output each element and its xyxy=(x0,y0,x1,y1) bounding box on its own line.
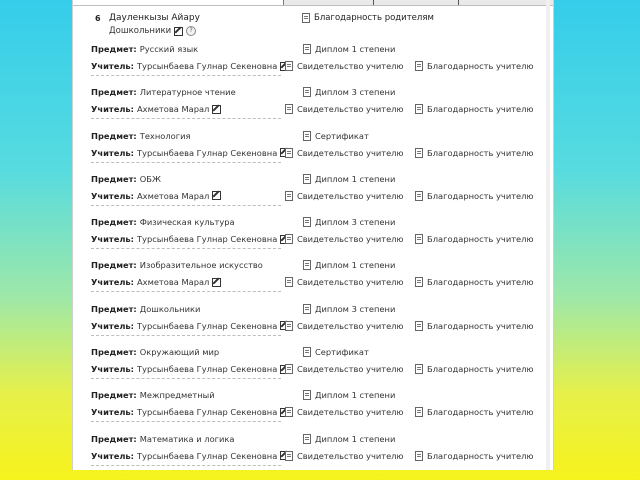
student-number: 6 xyxy=(95,14,101,23)
subject-label: Предмет: xyxy=(91,303,137,314)
teacher-label: Учитель: xyxy=(91,190,134,201)
teacher-thanks-link[interactable] xyxy=(415,407,533,417)
subject-award-label: Диплом 1 степени xyxy=(315,390,396,401)
teacher-thanks-label: Благодарность учителю xyxy=(427,320,534,331)
teacher-label: Учитель: xyxy=(91,234,134,245)
edit-icon[interactable] xyxy=(212,191,221,200)
teacher-cell xyxy=(91,234,289,244)
teacher-name: Ахметова Марал xyxy=(136,277,210,288)
subject-award-link[interactable] xyxy=(303,434,395,444)
teacher-label: Учитель: xyxy=(91,320,134,331)
subject-name: Русский язык xyxy=(139,44,199,54)
teacher-name: Ахметова Марал xyxy=(136,104,210,115)
teacher-cell xyxy=(91,104,221,114)
teacher-certificate-label: Свидетельство учителю xyxy=(297,320,404,331)
teacher-label: Учитель: xyxy=(91,364,134,375)
subject-row xyxy=(91,390,553,404)
parent-award-link[interactable] xyxy=(302,13,434,23)
document-icon xyxy=(415,234,423,244)
subject-row xyxy=(91,44,553,58)
document-icon xyxy=(285,148,293,158)
teacher-row xyxy=(91,234,553,248)
document-icon xyxy=(415,321,423,331)
teacher-certificate-link[interactable] xyxy=(285,104,403,114)
teacher-cell xyxy=(91,321,289,331)
teacher-certificate-label: Свидетельство учителю xyxy=(297,450,404,461)
row-divider xyxy=(91,291,281,292)
teacher-row xyxy=(91,191,553,205)
subject-award-link[interactable] xyxy=(303,87,395,97)
student-group xyxy=(109,26,196,36)
teacher-row xyxy=(91,148,553,162)
edit-icon[interactable] xyxy=(212,278,221,287)
subject-block xyxy=(73,432,553,470)
teacher-certificate-label: Свидетельство учителю xyxy=(297,61,404,71)
subject-cell xyxy=(91,217,235,227)
subject-name: Межпредметный xyxy=(139,390,215,401)
teacher-thanks-link[interactable] xyxy=(415,277,533,287)
subject-award-link[interactable] xyxy=(303,174,395,184)
subject-label: Предмет: xyxy=(91,260,137,271)
subject-cell xyxy=(91,260,263,270)
subject-label: Предмет: xyxy=(91,44,137,54)
teacher-cell xyxy=(91,451,289,461)
document-icon xyxy=(415,61,423,71)
subject-block xyxy=(73,302,553,345)
teacher-certificate-link[interactable] xyxy=(285,407,403,417)
subject-block xyxy=(73,258,553,301)
teacher-thanks-label: Благодарность учителю xyxy=(427,61,534,71)
document-icon xyxy=(285,61,293,71)
teacher-name: Турсынбаева Гулнар Секеновна xyxy=(136,450,278,461)
teacher-row xyxy=(91,61,553,75)
teacher-thanks-label: Благодарность учителю xyxy=(427,190,534,201)
subject-name: Технология xyxy=(139,130,191,141)
teacher-label: Учитель: xyxy=(91,450,134,461)
toolbar-segment[interactable] xyxy=(373,0,454,5)
document-icon xyxy=(303,304,311,314)
document-icon xyxy=(285,364,293,374)
document-icon xyxy=(303,217,311,227)
subject-award-link[interactable] xyxy=(303,131,369,141)
subject-block xyxy=(73,85,553,128)
subject-cell xyxy=(91,347,219,357)
document-icon xyxy=(285,451,293,461)
subject-row xyxy=(91,174,553,188)
teacher-label: Учитель: xyxy=(91,61,134,71)
subject-name: ОБЖ xyxy=(139,173,161,184)
teacher-certificate-label: Свидетельство учителю xyxy=(297,364,404,375)
subject-award-link[interactable] xyxy=(303,347,369,357)
subject-cell xyxy=(91,390,215,400)
subject-name: Дошкольники xyxy=(139,303,201,314)
teacher-label: Учитель: xyxy=(91,277,134,288)
subject-label: Предмет: xyxy=(91,390,137,401)
subject-award-link[interactable] xyxy=(303,304,395,314)
subject-cell xyxy=(91,87,236,97)
subject-label: Предмет: xyxy=(91,433,137,444)
teacher-thanks-label: Благодарность учителю xyxy=(427,407,534,418)
teacher-thanks-link[interactable] xyxy=(415,321,533,331)
teacher-cell xyxy=(91,148,289,158)
results-panel xyxy=(72,0,554,470)
subject-award-link[interactable] xyxy=(303,260,395,270)
parent-award-label: Благодарность родителям xyxy=(314,13,434,23)
row-divider xyxy=(91,421,281,422)
document-icon xyxy=(302,13,310,23)
row-divider xyxy=(91,248,281,249)
subject-award-link[interactable] xyxy=(303,44,395,54)
document-icon xyxy=(303,260,311,270)
subject-block xyxy=(73,388,553,431)
teacher-certificate-link[interactable] xyxy=(285,191,403,201)
teacher-certificate-label: Свидетельство учителю xyxy=(297,277,404,288)
teacher-certificate-link[interactable] xyxy=(285,61,403,71)
subject-award-link[interactable] xyxy=(303,390,395,400)
subject-name: Окружающий мир xyxy=(139,347,220,358)
teacher-thanks-label: Благодарность учителю xyxy=(427,450,534,461)
teacher-thanks-link[interactable] xyxy=(415,104,533,114)
teacher-thanks-label: Благодарность учителю xyxy=(427,104,534,115)
subject-block xyxy=(73,215,553,258)
document-icon xyxy=(303,44,311,54)
document-icon xyxy=(303,347,311,357)
teacher-row xyxy=(91,104,553,118)
subject-row xyxy=(91,347,553,361)
subject-label: Предмет: xyxy=(91,217,137,228)
subject-name: Математика и логика xyxy=(139,433,235,444)
subject-name: Физическая культура xyxy=(139,217,235,228)
teacher-certificate-label: Свидетельство учителю xyxy=(297,104,404,115)
teacher-certificate-link[interactable] xyxy=(285,148,403,158)
teacher-thanks-link[interactable] xyxy=(415,451,533,461)
teacher-cell xyxy=(91,407,289,417)
subject-award-label: Диплом 3 степени xyxy=(315,217,396,228)
row-divider xyxy=(91,465,281,466)
teacher-certificate-link[interactable] xyxy=(285,234,403,244)
teacher-certificate-label: Свидетельство учителю xyxy=(297,190,404,201)
teacher-thanks-link[interactable] xyxy=(415,148,533,158)
document-icon xyxy=(303,174,311,184)
subject-label: Предмет: xyxy=(91,87,137,98)
subject-row xyxy=(91,260,553,274)
document-icon xyxy=(303,390,311,400)
teacher-row xyxy=(91,364,553,378)
teacher-row xyxy=(91,451,553,465)
row-divider xyxy=(91,205,281,206)
teacher-row xyxy=(91,407,553,421)
subject-row xyxy=(91,131,553,145)
subject-award-label: Диплом 3 степени xyxy=(315,303,396,314)
row-divider xyxy=(91,335,281,336)
teacher-cell xyxy=(91,277,221,287)
row-divider xyxy=(91,378,281,379)
subject-award-label: Диплом 3 степени xyxy=(315,87,396,98)
subject-name: Литературное чтение xyxy=(139,87,236,98)
student-header xyxy=(73,12,553,40)
document-icon xyxy=(285,234,293,244)
teacher-name: Турсынбаева Гулнар Секеновна xyxy=(136,61,278,71)
teacher-name: Турсынбаева Гулнар Секеновна xyxy=(136,234,278,245)
teacher-label: Учитель: xyxy=(91,104,134,115)
document-icon xyxy=(415,364,423,374)
teacher-cell xyxy=(91,61,289,71)
subject-cell xyxy=(91,44,198,54)
document-icon xyxy=(303,87,311,97)
subject-block xyxy=(73,172,553,215)
teacher-label: Учитель: xyxy=(91,407,134,418)
document-icon xyxy=(285,321,293,331)
subject-label: Предмет: xyxy=(91,347,137,358)
subject-cell xyxy=(91,304,200,314)
teacher-name: Турсынбаева Гулнар Секеновна xyxy=(136,364,278,375)
teacher-thanks-label: Благодарность учителю xyxy=(427,147,534,158)
teacher-thanks-label: Благодарность учителю xyxy=(427,234,534,245)
teacher-thanks-label: Благодарность учителю xyxy=(427,277,534,288)
subject-cell xyxy=(91,174,161,184)
student-name: Дауленкызы Айару xyxy=(109,13,200,23)
toolbar-field[interactable] xyxy=(73,0,284,5)
teacher-certificate-link[interactable] xyxy=(285,277,403,287)
teacher-name: Турсынбаева Гулнар Секеновна xyxy=(136,147,278,158)
student-group-label: Дошкольники xyxy=(109,26,172,36)
document-icon xyxy=(303,131,311,141)
teacher-name: Турсынбаева Гулнар Секеновна xyxy=(136,320,278,331)
subject-row xyxy=(91,217,553,231)
teacher-certificate-link[interactable] xyxy=(285,451,403,461)
teacher-thanks-link[interactable] xyxy=(415,191,533,201)
document-icon xyxy=(415,191,423,201)
teacher-label: Учитель: xyxy=(91,147,134,158)
teacher-name: Турсынбаева Гулнар Секеновна xyxy=(136,407,278,418)
subject-award-label: Диплом 1 степени xyxy=(315,173,396,184)
teacher-certificate-link[interactable] xyxy=(285,321,403,331)
teacher-thanks-label: Благодарность учителю xyxy=(427,364,534,375)
subject-list xyxy=(73,42,553,470)
subject-row xyxy=(91,304,553,318)
document-icon xyxy=(285,104,293,114)
subject-label: Предмет: xyxy=(91,173,137,184)
teacher-cell xyxy=(91,364,289,374)
document-icon xyxy=(415,407,423,417)
teacher-name: Ахметова Марал xyxy=(136,190,210,201)
teacher-cell xyxy=(91,191,221,201)
document-icon xyxy=(285,407,293,417)
subject-row xyxy=(91,434,553,448)
subject-award-label: Диплом 1 степени xyxy=(315,260,396,271)
document-icon xyxy=(415,277,423,287)
subject-block xyxy=(73,42,553,85)
toolbar-segment[interactable] xyxy=(458,0,549,5)
row-divider xyxy=(91,118,281,119)
document-icon xyxy=(415,451,423,461)
edit-icon[interactable] xyxy=(174,27,183,36)
document-icon xyxy=(415,148,423,158)
teacher-certificate-label: Свидетельство учителю xyxy=(297,234,404,245)
subject-cell xyxy=(91,434,235,444)
document-icon xyxy=(285,277,293,287)
subject-award-label: Сертификат xyxy=(315,347,369,358)
subject-name: Изобразительное искусство xyxy=(139,260,263,271)
subject-row xyxy=(91,87,553,101)
teacher-thanks-link[interactable] xyxy=(415,364,533,374)
top-toolbar xyxy=(73,0,553,6)
document-icon xyxy=(415,104,423,114)
subject-award-label: Диплом 1 степени xyxy=(315,44,396,54)
teacher-certificate-label: Свидетельство учителю xyxy=(297,147,404,158)
subject-award-label: Диплом 1 степени xyxy=(315,433,396,444)
teacher-row xyxy=(91,321,553,335)
document-icon xyxy=(285,191,293,201)
subject-award-link[interactable] xyxy=(303,217,395,227)
teacher-row xyxy=(91,277,553,291)
document-icon xyxy=(303,434,311,444)
row-divider xyxy=(91,75,281,76)
subject-label: Предмет: xyxy=(91,130,137,141)
teacher-certificate-link[interactable] xyxy=(285,364,403,374)
row-divider xyxy=(91,162,281,163)
edit-icon[interactable] xyxy=(212,105,221,114)
subject-award-label: Сертификат xyxy=(315,130,369,141)
help-icon[interactable]: ? xyxy=(186,26,196,36)
subject-cell xyxy=(91,131,190,141)
subject-block xyxy=(73,129,553,172)
subject-block xyxy=(73,345,553,388)
teacher-thanks-link[interactable] xyxy=(415,234,533,244)
teacher-certificate-label: Свидетельство учителю xyxy=(297,407,404,418)
teacher-thanks-link[interactable] xyxy=(415,61,533,71)
